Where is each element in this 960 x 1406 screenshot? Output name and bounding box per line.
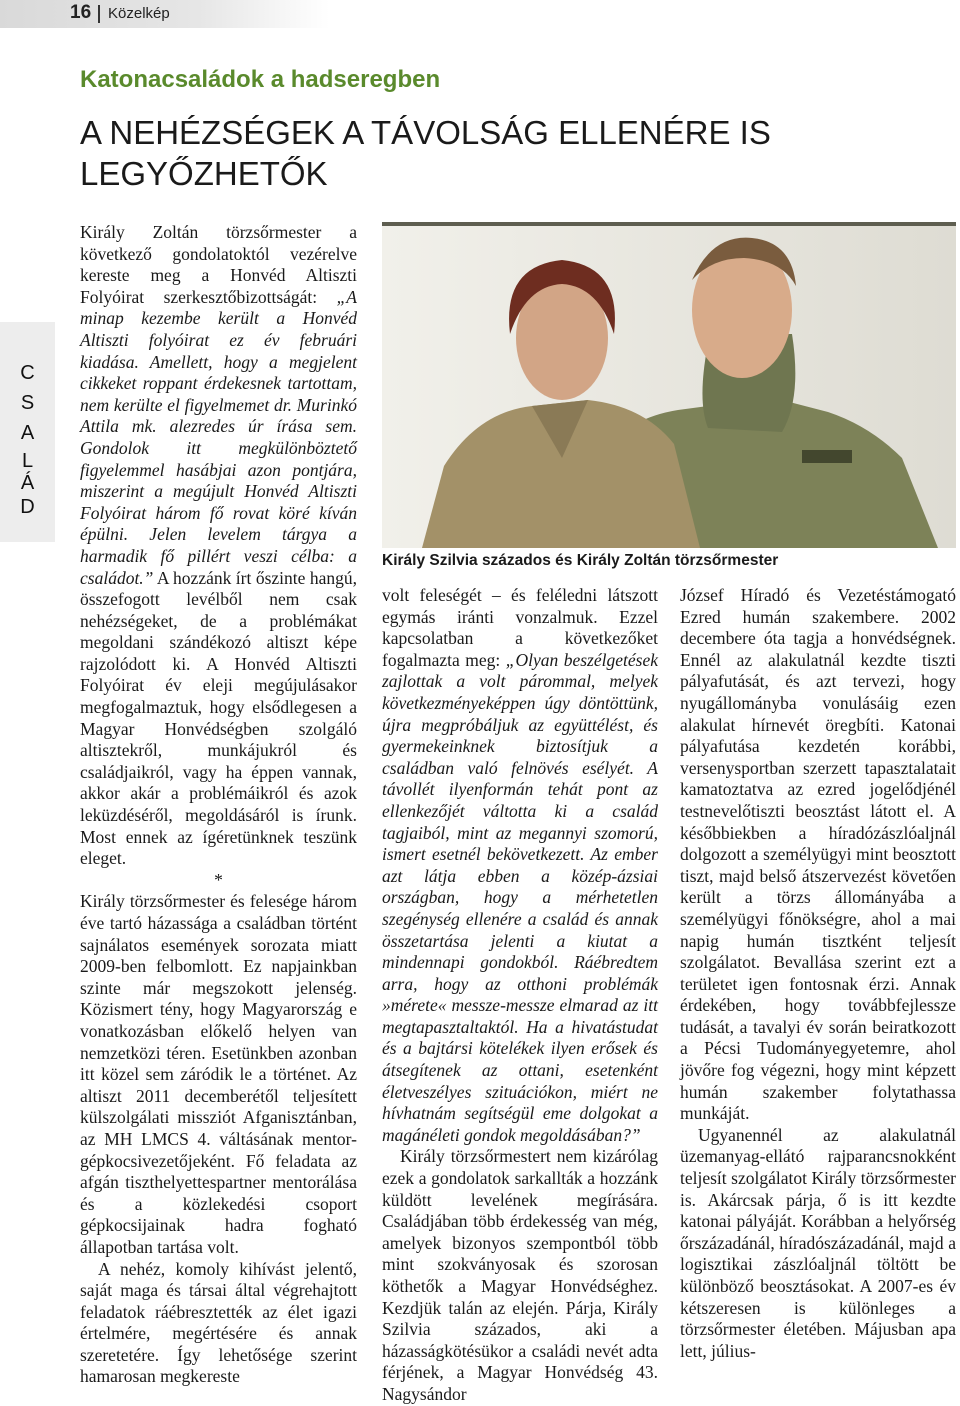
quote-text: „Olyan beszélgetések zajlottak a volt párommal, melyek következményeképpen úgy döntöttünk, újra megpróbáljuk az együttélést, és gyermekeinknek biztosítjuk a családban való felnövés esélyét. A távollét ilyenformán tehát pont az ellenkezőjét váltotta ki a család tagjaiból, mint az megannyi szomorú, ismert esetnél bekövetkezett. Az ember azt látja ebben a közép-ázsiai országban, hogy a mérhetetlen szegénység ellenére a család és annak összetartása jelenti a kiutat a mindennapi gondokból. Ráébredtem arra, hogy az otthoni problémák »mérete« messze-messze elmarad az itt megtapasztaltaktól. Ha a hivatástudat és a bajtársi kötelékek ilyen erősek és átsegítenek az ottani, esetenként életveszélyes szituációkon, miért ne hívhatnám segítségül eme dolgokat a magánéleti gondok megoldásában?” [382, 649, 658, 1145]
body-paragraph: Király törzsőrmester és felesége három éve tartó házassága a családban történt sajnálatos események sorozata miatt 2009-ben felbomlott. Ez napjainkban szinte már megszokott jelenség. Közismert tény, hogy Magyarország e vonatkozásban előkelő helyen van nemzetközi téren. Esetünkben azonban itt közel sem záródik le a történet. Az altiszt 2011 decemberétől teljesített külszolgálati missziót Afganisztánban, az MH LMCS 4. váltásának mentor-gépkocsivezetőjeként. Fő feladata az afgán tiszthelyettespartner mentorálása és a közlekedési csoport gépkocsijainak hadra fogható állapotban tartása volt. [80, 891, 357, 1257]
body-paragraph: József Híradó és Vezetéstámogató Ezred humán szakembere. 2002 decembere óta tagja a honvédségnek. Ennél az alakulatnál kezdte tiszti pályafutását, és azt tervezi, hogy nyugállományba vonulásáig ezen alakulat hírnevét öregbíti. Katonai pályafutása kezdetén korábbi, versenysportban szerzett tapasztalatait kamatoztatva az ezred jogelődjénél testnevelőtiszti beosztást látott el. A későbbiekben a híradózászlóaljnál dolgozott a személyügyi mint beosztott tiszt, majd belső átszervezést követően került a törzs állományába a személyügyi főnökségre, ahol a mai napig humán tisztként teljesít szolgálatot. Bevallása szerint ezt a területet igen fontosnak érzi. Annak érdekében, hogy továbbfejlessze tudását, a tavalyi év során beiratkozott a Pécsi Tudományegyetemre, ahol jövőre fog végezni, hogy mint képzett humán szakember folytathassa munkáját. [680, 585, 956, 1124]
text-column-3 [680, 585, 956, 1362]
side-tab-letter: C [20, 362, 35, 384]
section-name: Közelkép [108, 5, 170, 22]
intro-text-rest: A hozzánk írt őszinte hangú, összefogott levélből nem csak nehézségeket, de a problémákat megoldani szándékozó altiszt képe rajzolódott ki. A Honvéd Altiszti Folyóirat év eleji megújulásakor megfogalmaztuk, hogy elsődlegesen a Magyar Honvédségben szolgáló altisztekről, munkájukról és családjaikról, vagy ha éppen vannak, akkor akár a problémáikról és azok leküzdéséről, megoldásáról is írunk. Most ennek az ígéretünknek teszünk eleget. [80, 567, 357, 869]
section-separator: * [214, 869, 223, 890]
article-kicker: Katonacsaládok a hadseregben [80, 66, 441, 93]
intro-quote: „A minap kezembe került a Honvéd Altiszti folyóirat ez év februári kiadása. Amellett, hogy a megjelent cikkeket roppant érdekesnek tartottam, nem kerülte el figyelmemet dr. Murinkó Attila mk. alezredes úr írása sem. Gondolok itt megkülönböztető figyelemmel hasábjai azon pontjára, miszerint a megújult Honvéd Altiszti Folyóirat három fő rovat köré kíván épülni. Jelen levelem tárgya a harmadik fő pillért veszi célba: a családot.” [80, 286, 357, 588]
text-column-2 [382, 585, 658, 1406]
side-tab-letter: D [20, 496, 35, 518]
intro-paragraph [80, 222, 357, 870]
body-text: volt feleségét – és feléledni látszott egymás iránti vonzalmuk. Ezzel kapcsolatban a következőket fogalmazta meg: [382, 585, 658, 670]
header-divider [98, 5, 100, 23]
page-number: 16 [70, 2, 92, 23]
side-tab-letter: L [21, 450, 34, 472]
side-tab-letter: Á [20, 472, 35, 494]
section-side-tab [0, 322, 55, 542]
photo-caption: Király Szilvia százados és Király Zoltán törzsőrmester [382, 552, 779, 569]
intro-text: Király Zoltán törzsőrmester a következő gondolatoktól vezérelve kereste meg a Honvéd Altiszti Folyóirat szerkesztőbizottságát: [80, 222, 357, 307]
article-headline: A NEHÉZSÉGEK A TÁVOLSÁG ELLENÉRE IS LEGYŐZHETŐK [80, 114, 771, 192]
body-paragraph: Király törzsőrmestert nem kizárólag ezek a gondolatok sarkallták a hozzánk küldött levelének megírására. Családjában több érdekesség van még, amelyek bizonyos szempontból több mint szokványosak és szorosan köthetők a Magyar Honvédséghez. Kezdjük talán az elején. Párja, Király Szilvia százados, aki a házasságkötésükor a családi nevét adta férjének, a Magyar Honvédség 43. Nagysándor [382, 1146, 658, 1404]
body-paragraph: A nehéz, komoly kihívást jelentő, saját maga és társai által végrehajtott feladatok ráébresztették az élet igazi értelmére, megértésére és annak szeretetére. Így lehetősége szerint hamarosan megkereste [80, 1258, 357, 1387]
body-paragraph: Ugyanennél az alakulatnál üzemanyag-ellátó rajparancsnokként teljesít szolgálatot Király törzsőrmester is. Akárcsak párja, ő is itt kezdte katonai pályáját. Korábban a helyőrség őrszázadánál, híradószázadánál, majd a logisztikai zászlóaljnál töltött be különböző beosztásokat. A 2007-es év kétszeresen is különleges a törzsőrmester életében. Májusban apa lett, július- [680, 1124, 956, 1361]
couple-photo [382, 222, 956, 548]
side-tab-letter: S [20, 392, 35, 414]
text-column-1 [80, 222, 357, 1388]
side-tab-letter: A [20, 422, 35, 444]
body-paragraph [382, 585, 658, 1146]
